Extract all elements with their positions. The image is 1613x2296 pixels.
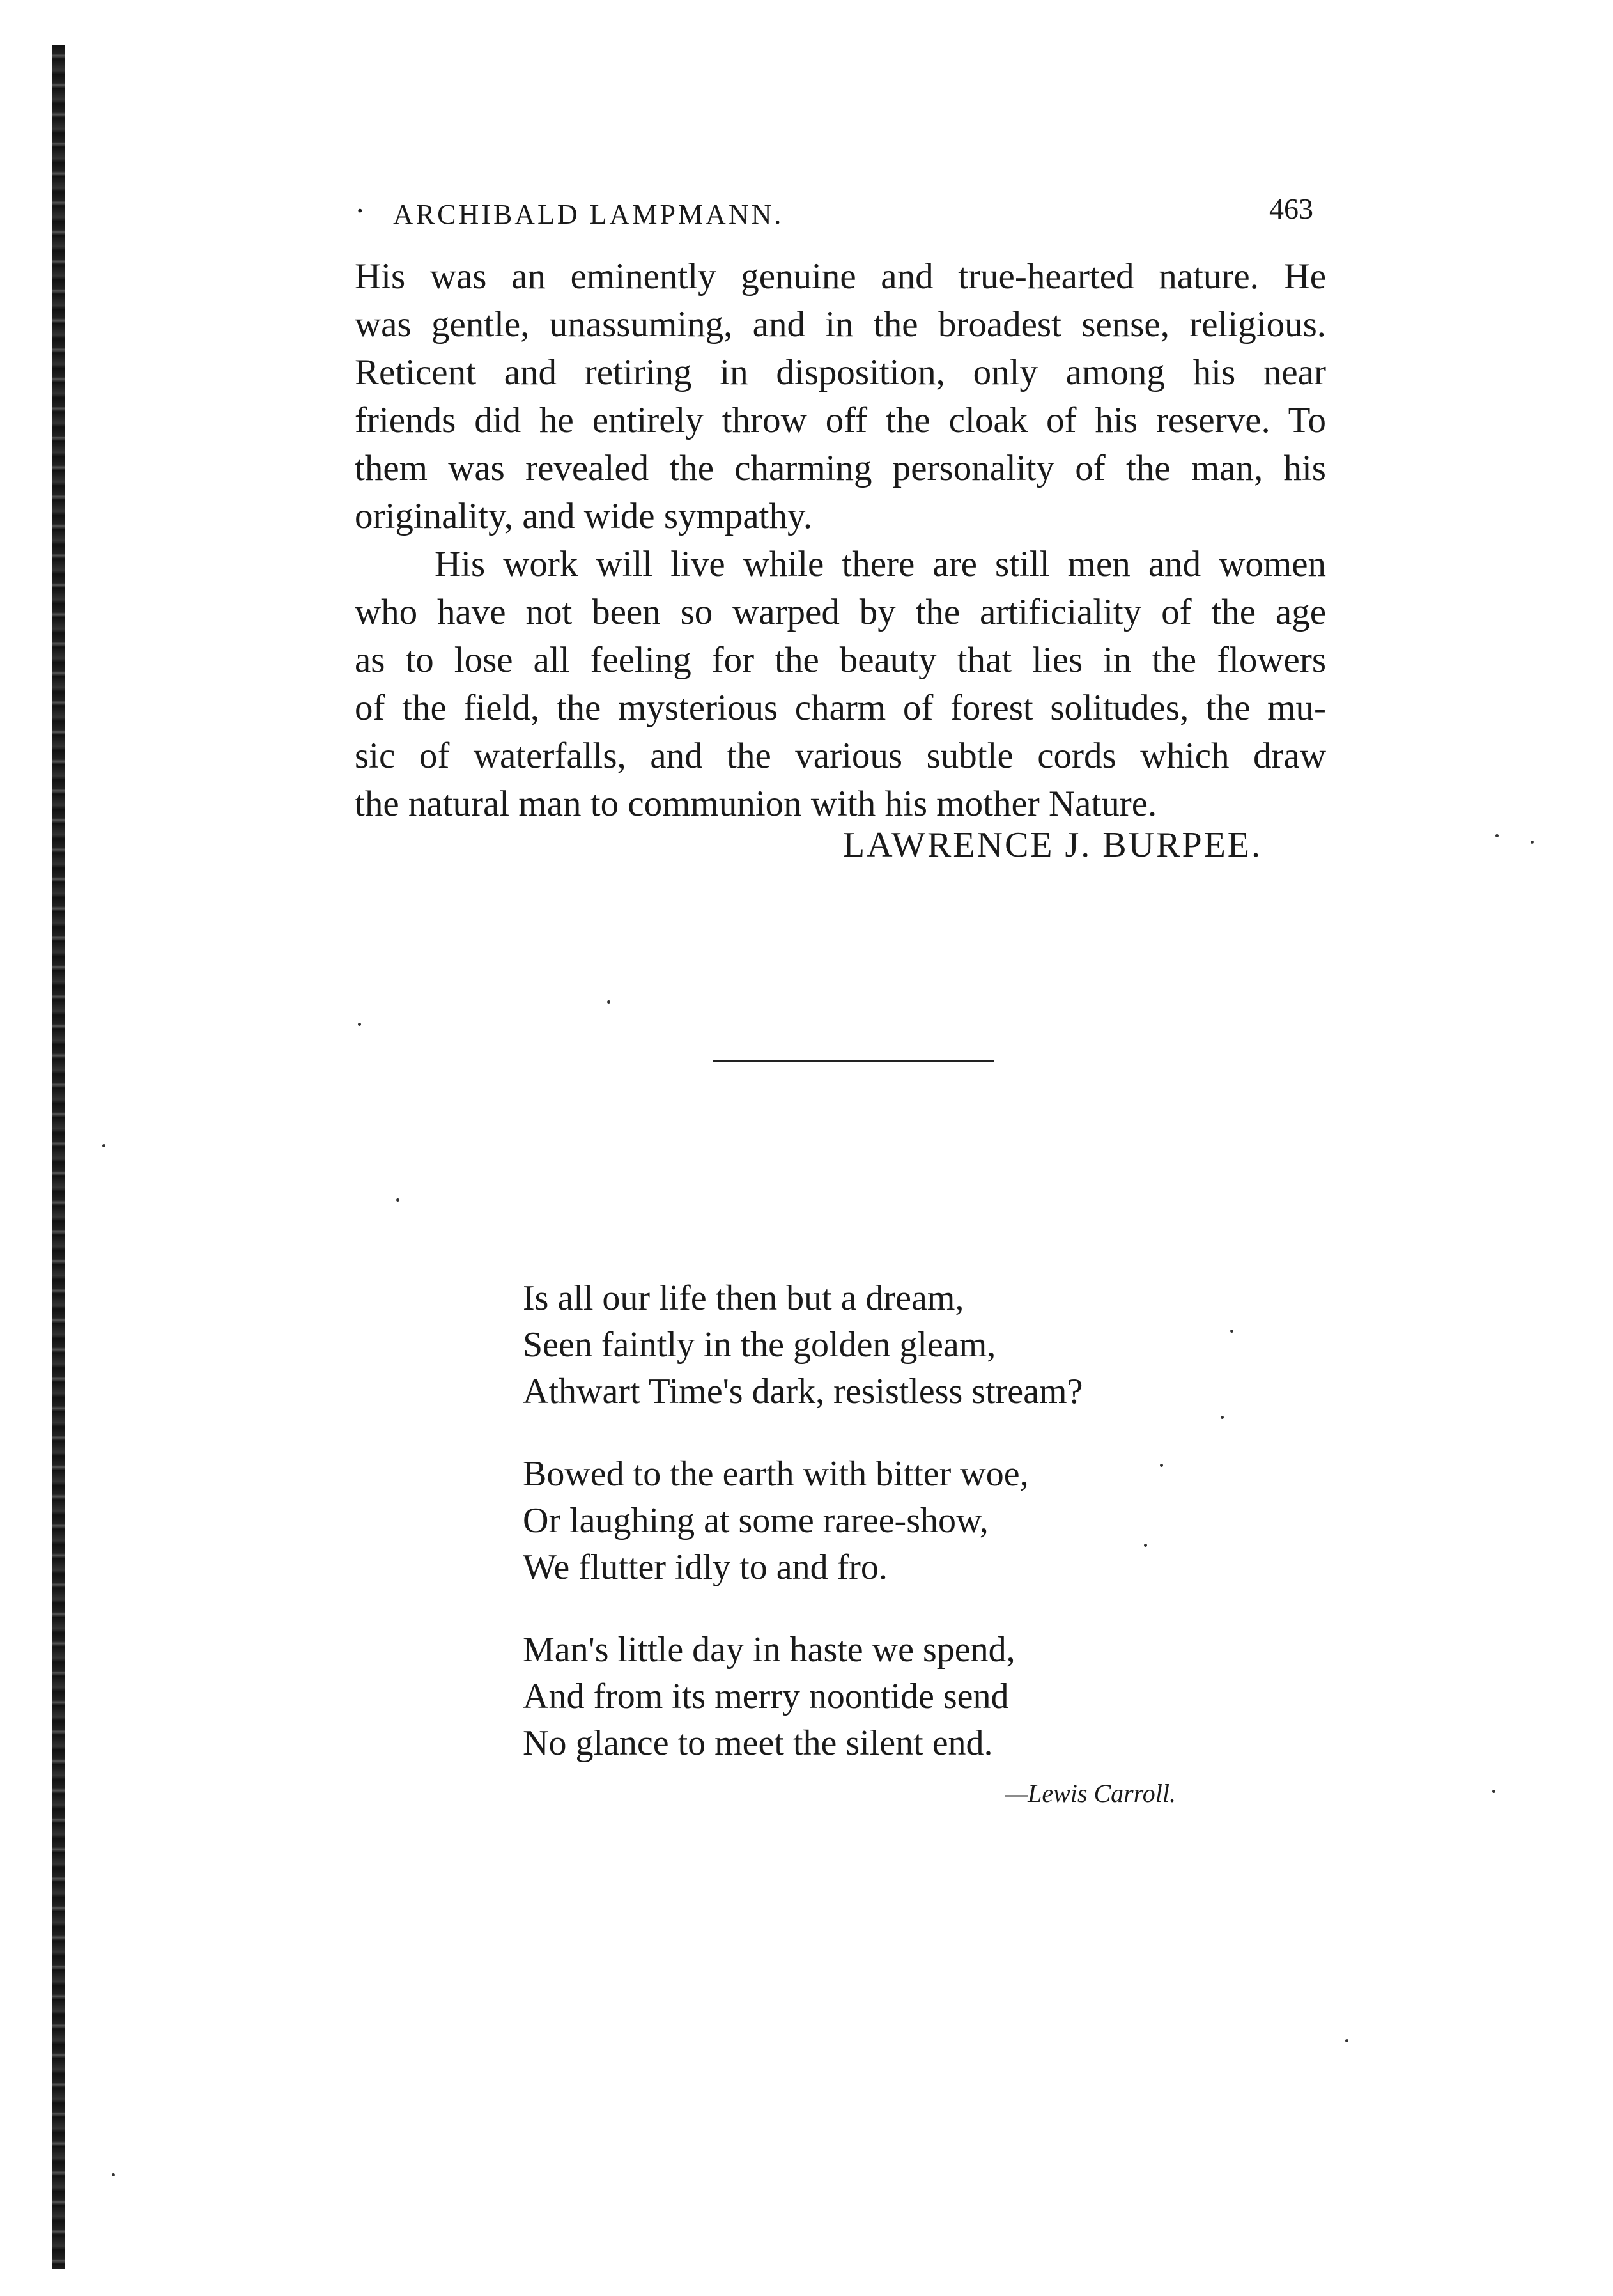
poem-verse: Bowed to the earth with bitter woe, — [523, 1454, 1029, 1494]
text-line: friends did he entirely throw off the cloak of his reserve. To — [355, 400, 1326, 440]
text-line: of the field, the mysterious charm of forest solitudes, the mu- — [355, 688, 1326, 728]
section-divider — [713, 1060, 994, 1062]
poem-stanza — [523, 1275, 1226, 1415]
prose-body — [355, 252, 1326, 828]
running-head-title: ARCHIBALD LAMPMANN. — [393, 199, 784, 230]
scan-speck — [1144, 1544, 1147, 1547]
poem-verse: No glance to meet the silent end. — [523, 1723, 993, 1763]
text-line: as to lose all feeling for the beauty that lies in the flowers — [355, 640, 1326, 680]
scan-speck — [1345, 2039, 1348, 2042]
scan-speck — [1230, 1330, 1233, 1333]
text-line: was gentle, unassuming, and in the broadest sense, religious. — [355, 304, 1326, 345]
poem-verse: Athwart Time's dark, resistless stream? — [523, 1372, 1083, 1411]
scan-speck — [358, 1023, 361, 1026]
text-line: His work will live while there are still men and women — [435, 544, 1326, 584]
paragraph — [355, 540, 1326, 828]
scan-speck — [1492, 1790, 1495, 1793]
text-line: the natural man to communion with his mother Nature. — [355, 784, 1157, 824]
scan-speck — [1531, 841, 1534, 844]
scan-speck — [1221, 1416, 1224, 1419]
poem-verse: Seen faintly in the golden gleam, — [523, 1325, 996, 1365]
scan-speck — [102, 1144, 105, 1147]
text-line: who have not been so warped by the artificiality of the age — [355, 592, 1326, 632]
page-number: 463 — [1269, 192, 1313, 225]
page-binding-edge — [52, 45, 65, 2269]
text-line: them was revealed the charming personality of the man, his — [355, 448, 1326, 488]
poem-verse: We flutter idly to and fro. — [523, 1547, 888, 1587]
scan-speck — [1495, 834, 1499, 837]
scan-speck — [607, 1000, 610, 1004]
scan-speck — [112, 2173, 115, 2176]
text-line: originality, and wide sympathy. — [355, 496, 813, 536]
poem-verse: Man's little day in haste we spend, — [523, 1630, 1015, 1670]
poem-stanza — [523, 1451, 1226, 1591]
poem — [523, 1275, 1226, 1803]
text-line: Reticent and retiring in disposition, only among his near — [355, 352, 1326, 392]
paragraph — [355, 252, 1326, 540]
running-head — [355, 192, 1313, 243]
poem-verse: Is all our life then but a dream, — [523, 1278, 964, 1318]
poem-verse: And from its merry noontide send — [523, 1677, 1009, 1716]
text-line: His was an eminently genuine and true-hearted nature. He — [355, 256, 1326, 297]
poem-stanza — [523, 1627, 1226, 1767]
poem-verse: Or laughing at some raree-show, — [523, 1501, 989, 1540]
header-bullet: · — [355, 192, 366, 228]
text-line: sic of waterfalls, and the various subtle cords which draw — [355, 736, 1326, 776]
author-signature: LAWRENCE J. BURPEE. — [842, 825, 1262, 865]
scan-speck — [1160, 1464, 1163, 1467]
scan-speck — [396, 1198, 399, 1202]
poem-attribution: —Lewis Carroll. — [1005, 1779, 1176, 1808]
